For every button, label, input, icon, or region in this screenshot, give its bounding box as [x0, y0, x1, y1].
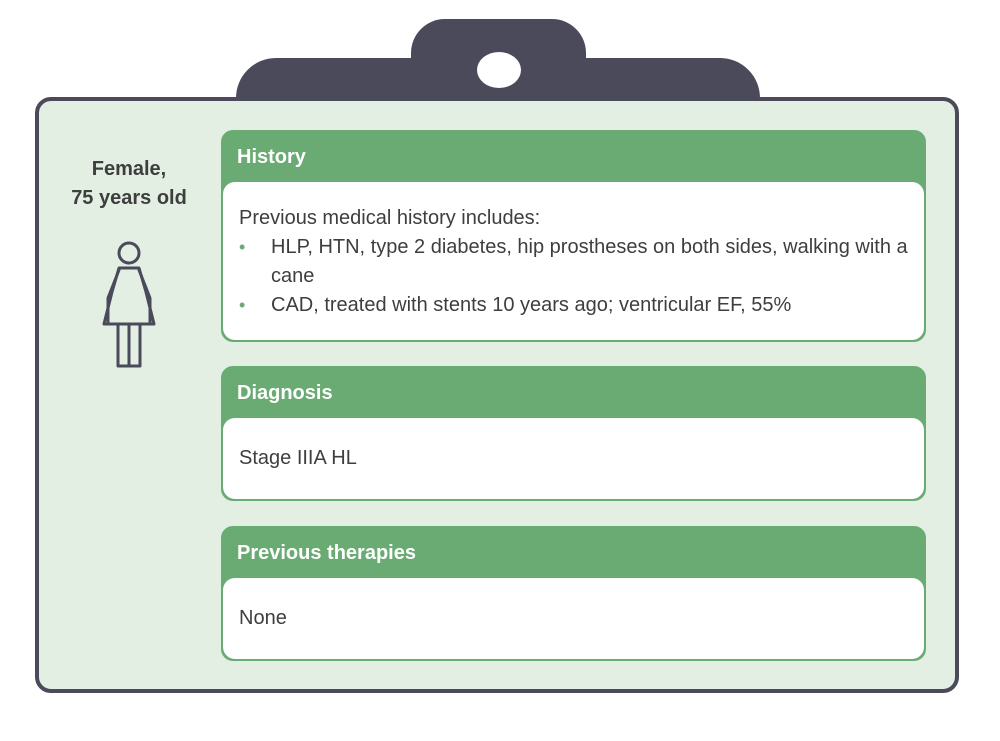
history-intro: Previous medical history includes:	[239, 207, 541, 229]
diagnosis-text: Stage IIIA HL	[239, 447, 357, 469]
diagnosis-card-title: Diagnosis	[237, 381, 333, 404]
therapies-text: None	[239, 607, 287, 629]
clipboard-clip-hole	[477, 52, 521, 88]
bullet-icon: •	[239, 295, 246, 315]
patient-sex: Female,	[91, 158, 167, 180]
therapies-card	[221, 526, 926, 661]
therapies-card-body	[223, 578, 924, 659]
patient-age: 75 years old	[71, 187, 187, 209]
history-card-title: History	[237, 145, 306, 168]
history-card-body	[223, 182, 924, 340]
history-list	[239, 233, 908, 320]
history-item	[239, 291, 908, 320]
diagnosis-card	[221, 366, 926, 501]
history-item-text: HLP, HTN, type 2 diabetes, hip prostheses on both sides, walking with a cane	[271, 236, 908, 287]
therapies-card-title: Previous therapies	[237, 541, 416, 564]
diagnosis-card-body	[223, 418, 924, 499]
bullet-icon: •	[239, 237, 246, 257]
history-item	[239, 233, 908, 291]
history-item-text: CAD, treated with stents 10 years ago; ventricular EF, 55%	[271, 294, 792, 316]
history-card	[221, 130, 926, 342]
female-person-icon	[98, 240, 160, 368]
patient-label	[58, 155, 200, 213]
